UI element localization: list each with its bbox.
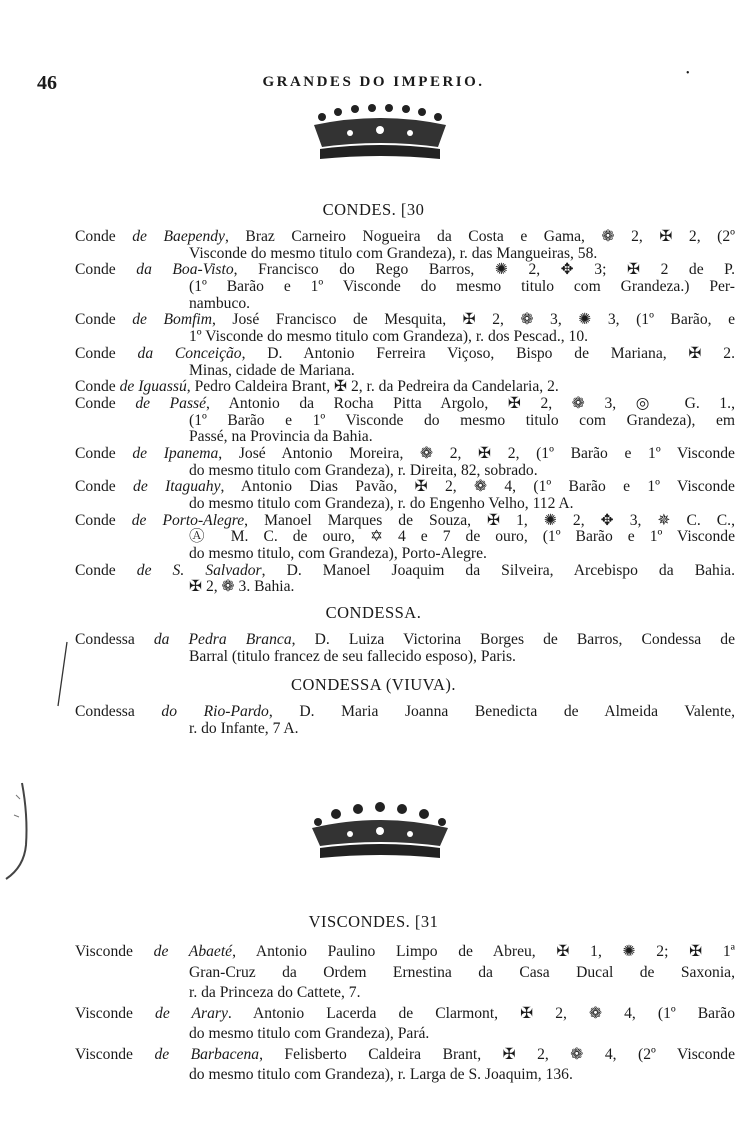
viscondes-entries <box>75 942 735 1086</box>
entry-first-line <box>75 704 735 721</box>
entry-title: de S. Salvador <box>136 561 262 579</box>
entry-rank: Conde <box>75 478 134 496</box>
entry-first-line <box>75 1004 735 1025</box>
entry-continuation-line: nambuco. <box>189 294 251 312</box>
entry <box>75 396 735 446</box>
entry <box>75 563 735 596</box>
entry-continuation-line: do mesmo titulo com Grandeza), Pará. <box>189 1025 430 1042</box>
entry-title: de Arary <box>155 1004 228 1022</box>
page-number: 46 <box>37 72 57 94</box>
entry-title: de Itaguahy <box>133 478 221 496</box>
entry-rank: Condessa <box>75 703 162 720</box>
running-title: GRANDES DO IMPERIO. <box>262 74 485 90</box>
entry-rank: Condessa <box>75 631 154 648</box>
section-heading-condes: CONDES. [30 <box>322 200 425 219</box>
entry-first-line <box>75 379 735 396</box>
entry-title: de Abaeté <box>153 943 233 960</box>
entry-title: da Boa-Visto <box>136 261 234 279</box>
entry-continuation-line: Visconde do mesmo titulo com Grandeza), r. das Mangueiras, 58. <box>189 244 598 262</box>
entry-details: , D. Antonio Ferreira Viçoso, Bispo de Mariana, ✠ 2. <box>241 344 735 362</box>
printer-mark: • <box>686 68 690 79</box>
entry-first-line <box>75 396 735 413</box>
entry <box>75 479 735 512</box>
entry-rank: Conde <box>75 378 120 396</box>
entry-continuation-line: do mesmo titulo com Grandeza), r. Larga de S. Joaquim, 136. <box>189 1066 573 1083</box>
entry-details: , Antonio Dias Pavão, ✠ 2, ❁ 4, (1º Barão e 1º Visconde <box>220 478 735 496</box>
entry-rank: Visconde <box>75 943 154 960</box>
entry-details: , Felisberto Caldeira Brant, ✠ 2, ❁ 4, (2º Visconde <box>259 1045 735 1063</box>
entry-first-line <box>75 479 735 496</box>
entry-title: de Bomfim <box>132 311 213 329</box>
entry-title: da Conceição <box>137 344 242 362</box>
section-heading-viscondes: VISCONDES. [31 <box>308 912 439 931</box>
entry <box>75 1045 735 1086</box>
entry <box>75 704 735 737</box>
entry-continuation-line: (1º Barão e 1º Visconde do mesmo titulo com Grandeza), em <box>189 411 735 429</box>
entry-title: de Barbacena <box>154 1045 260 1063</box>
entry-first-line <box>75 1045 735 1066</box>
entry-title: de Porto-Alegre <box>131 511 245 529</box>
condessa-viuva-entries <box>75 704 735 737</box>
entry-continuation-line: 1º Visconde do mesmo titulo com Grandeza), r. dos Pescad., 10. <box>189 328 589 346</box>
entry <box>75 632 735 665</box>
section-heading-condessa: CONDESSA. <box>325 603 422 622</box>
entry-details: , Antonio Paulino Limpo de Abreu, ✠ 1, ✺ 2; ✠ 1ª <box>232 943 735 960</box>
entry-rank: Conde <box>75 228 133 245</box>
entry-details: , José Francisco de Mesquita, ✠ 2, ❁ 3, ✺ 3, (1º Barão, e <box>212 311 735 329</box>
entry-title: da Pedra Branca <box>153 631 292 648</box>
entry-title: de Baependy <box>132 228 225 245</box>
entry-first-line <box>75 632 735 649</box>
section-heading-condessa-viuva: CONDESSA (VIUVA). <box>291 675 456 694</box>
entry-rank: Conde <box>75 344 138 362</box>
entry-continuation-line: (1º Barão e 1º Visconde do mesmo titulo com Grandeza.) Per- <box>189 278 735 296</box>
entry-first-line <box>75 446 735 463</box>
entry-title: de Passé <box>135 394 207 412</box>
entry-rank: Visconde <box>75 1004 156 1022</box>
entry <box>75 513 735 563</box>
entry-continuation-line: do mesmo titulo, com Grandeza), Porto-Alegre. <box>189 545 487 563</box>
entry-details: , Pedro Caldeira Brant, ✠ 2, r. da Pedreira da Candelaria, 2. <box>186 378 559 396</box>
entry-details: , D. Manoel Joaquim da Silveira, Arcebispo da Bahia. <box>261 561 735 579</box>
entry-continuation-line: Barral (titulo francez de seu fallecido esposo), Paris. <box>189 647 516 665</box>
condes-entries <box>75 229 735 596</box>
entry-first-line <box>75 513 735 530</box>
entry-details: , Francisco do Rego Barros, ✺ 2, ✥ 3; ✠ 2 de P. <box>233 261 736 279</box>
entry <box>75 229 735 262</box>
margin-bracket-mark <box>2 775 38 885</box>
entry <box>75 346 735 379</box>
margin-pen-mark <box>55 640 69 710</box>
entry-rank: Conde <box>75 394 136 412</box>
entry <box>75 1004 735 1045</box>
entry-continuation-line: Gran-Cruz da Ordem Ernestina da Casa Ducal de Saxonia, <box>189 963 735 981</box>
entry <box>75 942 735 1004</box>
entry-rank: Conde <box>75 511 132 529</box>
entry-details: , Braz Carneiro Nogueira da Costa e Gama, ❁ 2, ✠ 2, (2º <box>224 228 735 245</box>
entry-details: , José Antonio Moreira, ❁ 2, ✠ 2, (1º Barão e 1º Visconde <box>218 444 735 462</box>
entry-continuation-line: r. da Princeza do Cattete, 7. <box>189 984 361 1001</box>
entry-first-line <box>75 312 735 329</box>
entry-title: do Rio-Pardo <box>161 703 269 720</box>
entry-continuation-line: Minas, cidade de Mariana. <box>189 361 355 379</box>
entry-continuation-line: Ⓐ M. C. de ouro, ✡ 4 e 7 de ouro, (1º Barão e 1º Visconde <box>189 528 735 546</box>
entry-first-line <box>75 942 735 963</box>
entry-first-line <box>75 563 735 580</box>
entry-rank: Conde <box>75 561 137 579</box>
entry-details: , D. Maria Joanna Benedicta de Almeida Valente, <box>268 703 736 720</box>
entry-details: . Antonio Lacerda de Clarmont, ✠ 2, ❁ 4, (1º Barão <box>227 1004 736 1022</box>
entry-details: , D. Luiza Victorina Borges de Barros, Condessa de <box>291 631 736 648</box>
entry-continuation-line: r. do Infante, 7 A. <box>189 719 299 737</box>
entry-first-line <box>75 229 735 246</box>
entry-details: , Manoel Marques de Souza, ✠ 1, ✺ 2, ✥ 3, ✵ C. C., <box>244 511 735 529</box>
entry <box>75 446 735 479</box>
entry-details: , Antonio da Rocha Pitta Argolo, ✠ 2, ❁ 3, ◎ G. 1., <box>206 394 735 412</box>
entry-title: de Iguassú <box>119 378 187 396</box>
entry <box>75 312 735 345</box>
condessa-entries <box>75 632 735 665</box>
entry-title: de Ipanema <box>132 444 219 462</box>
entry-continuation-line: do mesmo titulo com Grandeza), r. do Engenho Velho, 112 A. <box>189 495 574 512</box>
entry <box>75 379 735 396</box>
entry-rank: Conde <box>75 444 133 462</box>
viscount-coronet-icon <box>300 800 460 866</box>
entry-first-line <box>75 262 735 279</box>
entry-rank: Conde <box>75 261 137 279</box>
count-coronet-icon <box>300 103 460 169</box>
entry-continuation-line: Passé, na Provincia da Bahia. <box>189 428 373 446</box>
entry <box>75 262 735 312</box>
entry-continuation-line: do mesmo titulo com Grandeza), r. Direita, 82, sobrado. <box>189 461 538 479</box>
entry-rank: Visconde <box>75 1045 155 1063</box>
entry-continuation-line: ✠ 2, ❁ 3. Bahia. <box>189 578 295 596</box>
entry-first-line <box>75 346 735 363</box>
entry-rank: Conde <box>75 311 133 329</box>
